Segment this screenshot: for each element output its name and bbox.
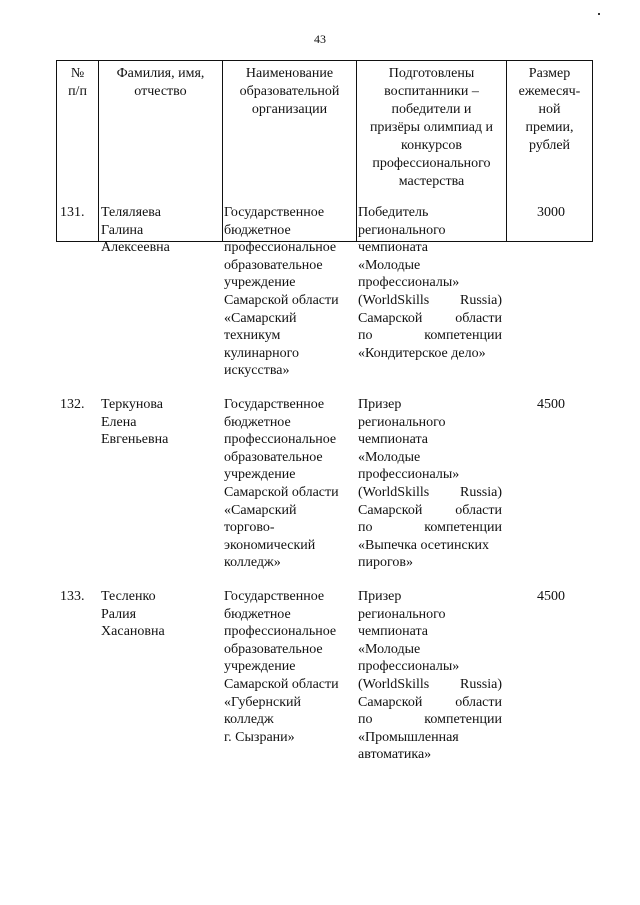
record-number: 132. <box>60 397 85 412</box>
header-number: № п/п <box>57 61 99 242</box>
record-full-name: Теркунова Елена Евгеньевна <box>101 397 169 448</box>
record-organization: Государственное бюджетное профессиональное образовательное учреждение Самарской области «Самарский торгово- экономический колледж» <box>224 397 339 571</box>
header-full-name: Фамилия, имя, отчество <box>99 61 223 242</box>
record-organization: Государственное бюджетное профессиональное образовательное учреждение Самарской области «Губернский колледж г. Сызрани» <box>224 589 339 745</box>
record-achievement: Призер регионального чемпионата «Молодые профессионалы» (WorldSkills Russia) Самарской области по компетенции «Выпечка осетинских пирогов» <box>358 397 502 571</box>
header-achievement: Подготовлены воспитанники – победители и призёры олимпиад и конкурсов профессионального мастерства <box>357 61 507 242</box>
scan-mark <box>598 13 600 15</box>
header-organization: Наименование образовательной организации <box>223 61 357 242</box>
record-prize: 4500 <box>537 589 565 604</box>
record-achievement: Призер регионального чемпионата «Молодые профессионалы» (WorldSkills Russia) Самарской области по компетенции «Промышленная автоматика» <box>358 589 502 763</box>
record-number: 131. <box>60 205 85 220</box>
record-prize: 3000 <box>537 205 565 220</box>
record-full-name: Тесленко Ралия Хасановна <box>101 589 165 640</box>
record-prize: 4500 <box>537 397 565 412</box>
page-number: 43 <box>314 32 326 46</box>
record-achievement: Победитель регионального чемпионата «Молодые профессионалы» (WorldSkills Russia) Самарской области по компетенции «Кондитерское дело» <box>358 205 502 361</box>
record-organization: Государственное бюджетное профессиональное образовательное учреждение Самарской области «Самарский техникум кулинарного искусства» <box>224 205 339 379</box>
header-prize: Размер ежемесяч- ной премии, рублей <box>507 61 593 242</box>
record-full-name: Теляляева Галина Алексеевна <box>101 205 170 256</box>
record-number: 133. <box>60 589 85 604</box>
